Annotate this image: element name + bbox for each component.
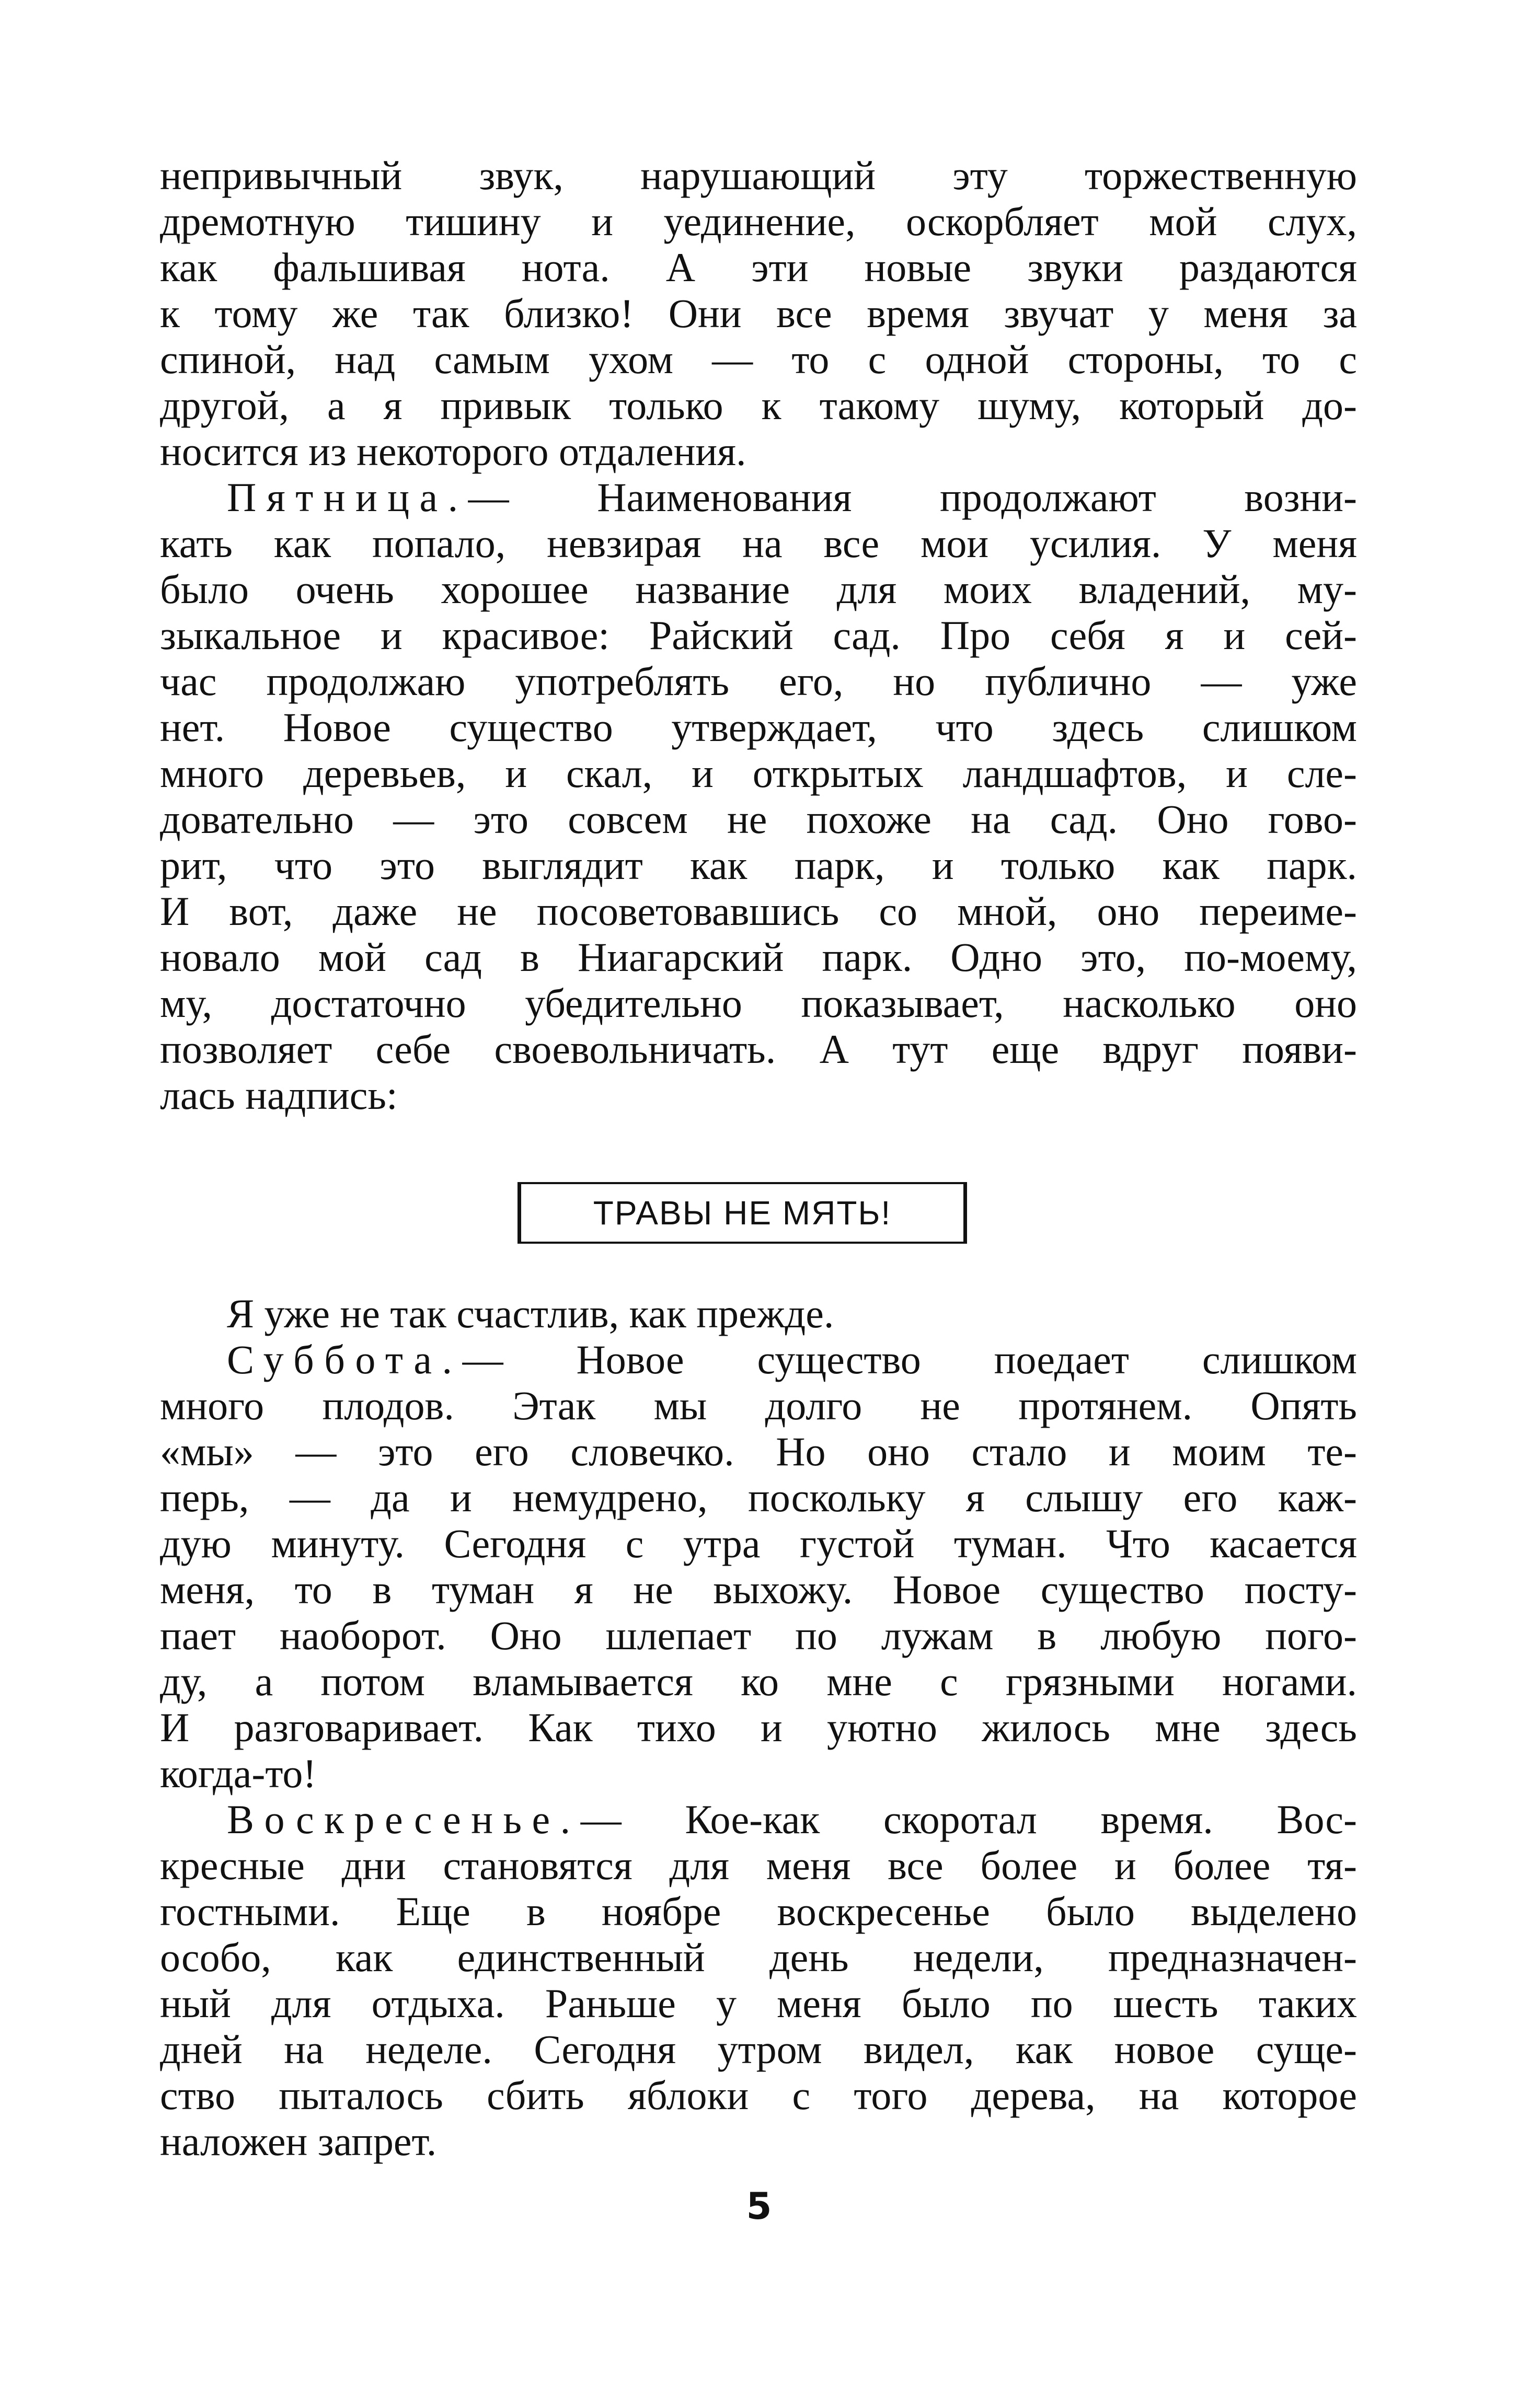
text-line: дней на неделе. Сегодня утром видел, как новое суще- bbox=[160, 2027, 1357, 2072]
text-line: дремотную тишину и уединение, оскорбляет мой слух, bbox=[160, 199, 1357, 244]
text-line: к тому же так близко! Они все время звучат у меня за bbox=[160, 291, 1357, 336]
text-line: перь, — да и немудрено, поскольку я слышу его каж- bbox=[160, 1475, 1357, 1520]
text-line: «мы» — это его словечко. Но оно стало и моим те- bbox=[160, 1429, 1357, 1474]
text-line: позволяет себе своевольничать. А тут еще вдруг появи- bbox=[160, 1026, 1357, 1072]
text-line-rest: — Новое существо поедает слишком bbox=[462, 1337, 1357, 1382]
text-line: нет. Новое существо утверждает, что здесь слишком bbox=[160, 704, 1357, 750]
day-heading-sunday: Воскресенье. bbox=[227, 1797, 581, 1842]
paragraph-friday bbox=[160, 474, 1357, 1118]
lower-text bbox=[160, 1291, 1357, 2164]
paragraph-sunday bbox=[160, 1797, 1357, 2164]
text-line: зыкальное и красивое: Райский сад. Про себя я и сей- bbox=[160, 612, 1357, 658]
text-line bbox=[160, 1337, 1357, 1383]
text-line: дую минуту. Сегодня с утра густой туман. Что касается bbox=[160, 1521, 1357, 1566]
sign-notice: ТРАВЫ НЕ МЯТЬ! bbox=[518, 1182, 967, 1244]
text-line-rest: — Наименования продолжают возни- bbox=[468, 474, 1357, 520]
text-line: ство пыталось сбить яблоки с того дерева, на которое bbox=[160, 2073, 1357, 2118]
paragraph-happiness: Я уже не так счастлив, как прежде. bbox=[227, 1291, 834, 1336]
text-line: рит, что это выглядит как парк, и только как парк. bbox=[160, 842, 1357, 888]
text-line: гостными. Еще в ноябре воскресенье было выделено bbox=[160, 1889, 1357, 1934]
text-line: кресные дни становятся для меня все более и более тя- bbox=[160, 1843, 1357, 1888]
text-line: много плодов. Этак мы долго не протянем. Опять bbox=[160, 1383, 1357, 1428]
page-number: 5 bbox=[746, 2185, 772, 2228]
text-line: особо, как единственный день недели, предназначен- bbox=[160, 1935, 1357, 1980]
text-line: другой, а я привык только к такому шуму, который до- bbox=[160, 383, 1357, 428]
text-line: носится из некоторого отдаления. bbox=[160, 429, 746, 474]
text-line: довательно — это совсем не похоже на сад. Оно гово- bbox=[160, 796, 1357, 842]
text-line: И разговаривает. Как тихо и уютно жилось мне здесь bbox=[160, 1705, 1357, 1750]
text-line: когда-то! bbox=[160, 1751, 317, 1796]
text-line: спиной, над самым ухом — то с одной стороны, то с bbox=[160, 337, 1357, 382]
paragraph-noise bbox=[160, 153, 1357, 474]
day-heading-saturday: Суббота. bbox=[227, 1337, 463, 1382]
text-line: новало мой сад в Ниагарский парк. Одно это, по-моему, bbox=[160, 934, 1357, 980]
upper-text bbox=[160, 153, 1357, 1118]
text-line: му, достаточно убедительно показывает, насколько оно bbox=[160, 980, 1357, 1026]
text-line: ду, а потом вламывается ко мне с грязными ногами. bbox=[160, 1659, 1357, 1704]
text-line: кать как попало, невзирая на все мои усилия. У меня bbox=[160, 520, 1357, 566]
text-line: было очень хорошее название для моих владений, му- bbox=[160, 566, 1357, 612]
text-line: И вот, даже не посоветовавшись со мной, оно переиме- bbox=[160, 888, 1357, 934]
text-line: как фальшивая нота. А эти новые звуки раздаются bbox=[160, 245, 1357, 290]
text-line: меня, то в туман я не выхожу. Новое существо посту- bbox=[160, 1567, 1357, 1612]
text-line: лась надпись: bbox=[160, 1072, 398, 1118]
text-line-rest: — Кое-как скоротал время. Вос- bbox=[580, 1797, 1357, 1842]
paragraph-saturday bbox=[160, 1337, 1357, 1797]
day-heading-friday: Пятница. bbox=[227, 474, 468, 520]
text-line bbox=[160, 1797, 1357, 1843]
text-line: непривычный звук, нарушающий эту торжественную bbox=[160, 153, 1357, 198]
text-line: ный для отдыха. Раньше у меня было по шесть таких bbox=[160, 1981, 1357, 2026]
text-line: час продолжаю употреблять его, но публично — уже bbox=[160, 658, 1357, 704]
text-line: пает наоборот. Оно шлепает по лужам в любую пого- bbox=[160, 1613, 1357, 1658]
text-line: наложен запрет. bbox=[160, 2118, 437, 2164]
text-line: много деревьев, и скал, и открытых ландшафтов, и сле- bbox=[160, 750, 1357, 796]
text-line bbox=[160, 474, 1357, 520]
